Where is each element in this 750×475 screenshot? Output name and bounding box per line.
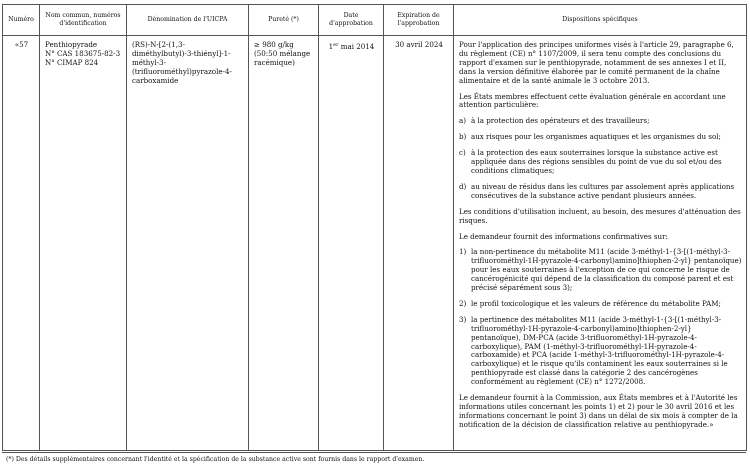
list-item [459, 183, 742, 201]
dispositions-paragraph-4: Le demandeur fournit des informations confirmatives sur: [459, 231, 668, 241]
approval-table [2, 4, 747, 451]
header-numero: Numéro [3, 5, 40, 36]
header-nom-line-1: Nom commun, numéros [45, 12, 121, 19]
dispositions-paragraph-3: Les conditions d'utilisation incluent, au besoin, des mesures d'atténuation des risques. [459, 206, 741, 225]
header-expiration [384, 5, 454, 36]
dispositions-paragraph-5: Le demandeur fournit à la Commission, aux États membres et à l'Autorité les informations utiles concernant les points 1) et 2) pour le 30 avril 2016 et les informations concernant le point 3) dans un délai de six mois à compter de la notification de la décision de classification relative au penthiopyrade.» [459, 393, 738, 429]
list-item-label: c) [459, 148, 466, 158]
header-nom [40, 5, 127, 36]
cell-nom [40, 36, 127, 451]
list-item-label: 1) [459, 247, 467, 257]
cell-dispositions [454, 36, 747, 451]
dispositions-paragraph-1: Pour l'application des principes uniformes visés à l'article 29, paragraphe 6, du règlement (CE) n° 1107/2009, il sera tenu compte des conclusions du rapport d'examen sur le penthiopyrade, notamment de ses annexes I et II, dans la version définitive élaborée par le comité permanent de la chaîne alimentaire et de la santé animale le 3 octobre 2013. [459, 40, 734, 85]
cell-purete [249, 36, 319, 451]
dispositions-paragraph-2: Les États membres effectuent cette évaluation générale en accordant une attention particulière: [459, 91, 726, 110]
cell-expiration: 30 avril 2024 [384, 36, 454, 451]
list-item [459, 117, 742, 126]
list-item-label: b) [459, 132, 467, 142]
list-item [459, 248, 742, 293]
list-item-label: 3) [459, 314, 467, 324]
header-purete: Pureté (*) [249, 5, 319, 36]
list-item-text: la non-pertinence du métabolite M11 (acide 3-méthyl-1-{3-[(1-méthyl-3-trifluorométhyl-1H-pyrazole-4-carbonyl)amino]thiophen-2-yl} pentanoïque) pour les eaux souterraines à l'exception de ce qui concerne le risque de cancérogénicité qui dépend de la classification du composé parent et est précisé séparément sous 3); [471, 247, 742, 293]
list-item-text: à la protection des eaux souterraines lorsque la substance active est appliquée dans des régions sensibles du point de vue du sol et/ou des conditions climatiques; [471, 148, 722, 175]
cell-iupac: (RS)-N-[2-(1,3-diméthylbutyl)-3-thiényl]-1-méthyl-3-(trifluorométhyl)pyrazole-4-carboxamide [127, 36, 249, 451]
list-item [459, 316, 742, 387]
list-item-label: 2) [459, 298, 467, 308]
date-sup: er [333, 42, 339, 48]
footnote-divider [2, 452, 746, 453]
list-item-text: au niveau de résidus dans les cultures par assolement après applications consécutives de la substance active pendant plusieurs années. [471, 181, 735, 200]
list-item [459, 300, 742, 309]
header-date: Date d'approbation [319, 5, 384, 36]
table-row [3, 36, 747, 451]
list-item-text: la pertinence des métabolites M11 (acide 3-méthyl-1-{3-[(1-méthyl-3-trifluorométhyl-1H-pyrazole-4-carbonyl)amino]thiophen-2-yl} pentanoïque), DM-PCA (acide 3-trifluorométhyl-1H-pyrazole-4- carboxylique), PAM (1-méthyl-3-trifluorométhyl-1H-pyrazole-4-carboxamide) et PCA (acide 1-méthyl-3-trifluorométhyl-1H-pyrazole-4- carboxylique) et le risque qu'ils contaminent les eaux souterraines si le penthiopyrade est classé dans la catégorie 2 des cancérogènes conformément au règlement (CE) n° 1272/2008. [471, 314, 728, 387]
footnote: (*) Des détails supplémentaires concernant l'identité et la spécification de la substance active sont fournis dans le rapport d'examen. [6, 456, 425, 463]
list-item [459, 133, 742, 142]
header-nom-line-2: d'identification [59, 20, 107, 27]
header-expiration-line-2: l'approbation [397, 20, 440, 27]
cas-number: N° CAS 183675-82-3 [45, 48, 121, 58]
list-item-label: a) [459, 116, 466, 126]
table-header-row [3, 5, 747, 36]
date-rest: mai 2014 [338, 42, 375, 51]
list-item-text: aux risques pour les organismes aquatiques et les organismes du sol; [471, 132, 721, 142]
header-dispositions: Dispositions spécifiques [454, 5, 747, 36]
cimap-number: N° CIMAP 824 [45, 57, 99, 67]
list-item-text: à la protection des opérateurs et des travailleurs; [471, 116, 650, 126]
purity-value: ≥ 980 g/kg [254, 40, 294, 49]
date-day: 1 [328, 42, 334, 51]
header-iupac: Dénomination de l'UICPA [127, 5, 249, 36]
cell-date [319, 36, 384, 451]
list-item-text: le profil toxicologique et les valeurs de référence du métabolite PAM; [471, 298, 721, 308]
list-item-label: d) [459, 181, 467, 191]
cell-numero: «57 [3, 36, 40, 451]
header-expiration-line-1: Expiration de [397, 12, 440, 19]
purity-note: (50:50 mélange racémique) [254, 48, 311, 67]
common-name: Penthiopyrade [45, 40, 98, 49]
list-item [459, 149, 742, 176]
